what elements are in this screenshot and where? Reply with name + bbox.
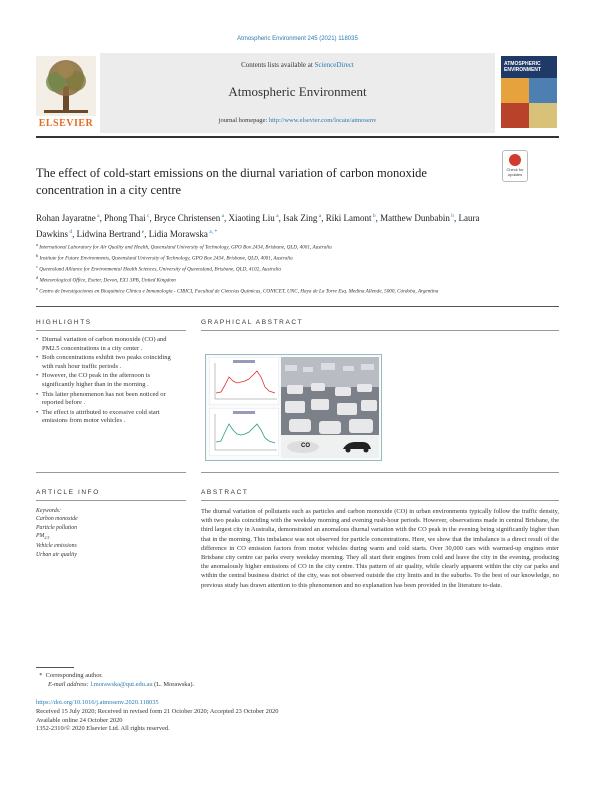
author-affiliation-marker[interactable]: a <box>95 213 100 219</box>
section-rule <box>36 306 559 307</box>
highlight-item: • Both concentrations exhibit two peaks coinciding with rush hour traffic periods . <box>36 354 176 371</box>
author-affiliation-marker[interactable]: c <box>145 213 150 219</box>
abstract-heading: ABSTRACT <box>201 489 249 496</box>
journal-homepage <box>100 117 495 124</box>
highlights-bottom-rule <box>36 472 186 473</box>
affiliation-marker: c <box>36 264 38 270</box>
publication-line: Available online 24 October 2020 <box>36 716 123 724</box>
publication-line: Received 15 July 2020; Received in revised form 21 October 2020; Accepted 23 October 2020 <box>36 708 279 715</box>
author-name[interactable]: Riki Lamont <box>325 213 372 223</box>
contents-prefix: Contents lists available at <box>241 61 315 69</box>
graphical-abstract-bottom-rule <box>201 472 559 473</box>
affiliation-text: Queensland Alliance for Environmental Health Sciences, University of Queensland, Brisbane, QLD, 4102, Australia <box>37 266 282 273</box>
article-info-rule <box>36 500 186 501</box>
author-affiliation-marker[interactable]: a <box>274 213 279 219</box>
author-name[interactable]: Rohan Jayaratne <box>36 213 96 223</box>
author-affiliation-marker[interactable]: e <box>140 229 145 235</box>
highlight-item: • Diurnal variation of carbon monoxide (CO) and PM2.5 concentrations in a city center . <box>36 336 176 353</box>
affiliation-item <box>36 274 536 285</box>
highlight-item: • However, the CO peak in the afternoon is significantly higher than in the morning . <box>36 372 176 389</box>
affiliation-list <box>36 241 536 296</box>
crossmark-icon <box>509 154 521 166</box>
author-email-link[interactable]: l.morawska@qut.edu.au <box>90 681 153 689</box>
author-name[interactable]: Phong Thai <box>104 213 146 223</box>
author-affiliation-marker[interactable]: b <box>449 213 454 219</box>
highlights-rule <box>36 330 186 331</box>
crossmark-label: Check for updates <box>506 167 524 177</box>
author-affiliation-marker[interactable]: a <box>220 213 225 219</box>
author-name[interactable]: Bryce Christensen <box>153 213 221 223</box>
email-label: E-mail address: <box>48 681 89 689</box>
affiliation-item <box>36 241 536 252</box>
affiliation-item <box>36 285 536 296</box>
highlight-item: • This latter phenomenon has not been noticed or reported before . <box>36 391 176 408</box>
journal-name: Atmospheric Environment <box>228 84 367 99</box>
affiliation-text: Meteorological Office, Exeter, Devon, EX1 3PB, United Kingdom <box>38 277 176 284</box>
abstract-rule <box>201 500 559 501</box>
article-title: The effect of cold-start emissions on the diurnal variation of carbon monoxide concentration in a city centre <box>36 166 427 197</box>
doi-link[interactable]: https://doi.org/10.1016/j.atmosenv.2020.118035 <box>36 699 159 706</box>
author-affiliation-marker[interactable]: b <box>371 213 376 219</box>
author-affiliation-marker[interactable]: a <box>317 213 322 219</box>
article-info-heading: ARTICLE INFO <box>36 489 100 496</box>
affiliation-text: Centro de Investigaciones en Bioquímica Clínica e Inmunología - CIBICI, Facultad de Ciencias Químicas, CONICET, UNC, Haya de La Torre Esq. Medina Allende, 5000, Córdoba, Argentina <box>37 288 439 295</box>
highlights-list <box>36 336 176 427</box>
affiliation-item <box>36 252 536 263</box>
author-list: Rohan Jayaratne $^a$, Phong Thai $^c$, Bryce Christensen $^a$, Xiaoting Liu $^a$, Isak Zing $^a$, Riki Lamont $^b$, Matthew Dunbabin $^b$, Laura Dawkins $^d$, Lidwina Bertrand $^e$, Lidia Morawska $^{a, *}$ <box>36 213 480 239</box>
elsevier-tree-logo <box>36 56 96 124</box>
sciencedirect-link[interactable]: ScienceDirect <box>314 61 354 69</box>
author-affiliation-marker[interactable]: a, * <box>207 229 218 235</box>
keywords-heading: Keywords: <box>36 508 61 514</box>
affiliation-item <box>36 263 536 274</box>
footnote-star: * <box>39 672 43 679</box>
affiliation-text: International Laboratory for Air Quality and Health, Queensland University of Technology, GPO Box 2434, Brisbane, QLD, 4001, Australia <box>37 244 332 251</box>
keyword-item: $PM_{2.5}$ <box>36 532 50 541</box>
homepage-link[interactable]: http://www.elsevier.com/locate/atmosenv <box>268 117 377 124</box>
author-name[interactable]: Isak Zing <box>283 213 318 223</box>
author-name[interactable]: Matthew Dunbabin <box>380 213 450 223</box>
ga-co-label: CO <box>301 443 310 449</box>
corresponding-author-footnote <box>36 671 336 689</box>
journal-citation[interactable]: Atmospheric Environment 245 (2021) 118035 <box>237 36 358 42</box>
publication-history <box>36 708 436 734</box>
abstract-text: The diurnal variation of pollutants such as particles and carbon monoxide (CO) in urban environments typically follow the traffic density, with two peaks coinciding with the weekday morning and evening rush-hour periods. However, observations made in central Brisbane, the third largest city in Australia, demonstrated an anomalous diurnal variation with the CO peak in the evening being significantly higher than that in the morning. This imbalance was not observed for particle concentrations. Here, we show that the imbalance is a direct result of the difference in CO emission factors from motor vehicles during warm and cold starts. Over 30,000 cars with warmed-up engines enter Brisbane city centre car parks every weekday morning. They all start their engines from cold and leave the city in the evening, producing the anomalously higher emissions of CO in the city centre. This pattern of air quality, while clearly apparent within the city car parks and within the central business district of the city, was not observed outside the city limits and in the suburbs. To the best of our knowledge, no previous study has drawn attention to this phenomenon and no explanation has been provided in the literature to-date. <box>201 508 559 589</box>
affiliation-text: Institute for Future Environments, Queensland University of Technology, GPO Box 2434, Brisbane, QLD, 4001, Australia <box>38 255 293 262</box>
author-name[interactable]: Xiaoting Liu <box>228 213 275 223</box>
cover-title: ATMOSPHERIC ENVIRONMENT <box>504 61 541 73</box>
graphical-abstract-rule <box>201 330 559 331</box>
publication-line: 1352-2310/© 2020 Elsevier Ltd. All rights reserved. <box>36 725 170 733</box>
highlights-heading: HIGHLIGHTS <box>36 319 92 326</box>
publisher-name[interactable]: ELSEVIER <box>38 118 94 129</box>
header-rule <box>36 136 559 138</box>
keyword-item: Urban air quality <box>36 551 77 558</box>
ga-bottom-mini-chart <box>209 408 279 456</box>
affiliation-marker: e <box>36 286 38 292</box>
email-suffix: (L. Morawska). <box>154 681 195 689</box>
journal-cover-thumbnail[interactable] <box>501 56 557 128</box>
keywords-block <box>36 507 186 559</box>
keyword-item: Carbon monoxide <box>36 516 78 523</box>
check-for-updates-badge[interactable] <box>502 150 528 182</box>
corresponding-label: Corresponding author. <box>45 672 103 679</box>
footnote-rule <box>36 667 74 668</box>
ga-top-mini-chart <box>209 357 279 405</box>
contents-line <box>100 61 495 69</box>
affiliation-marker: b <box>36 253 39 259</box>
homepage-prefix: journal homepage: <box>218 117 269 124</box>
affiliation-marker: d <box>36 275 39 281</box>
graphical-abstract-figure[interactable] <box>205 354 382 461</box>
author-affiliation-marker[interactable]: d <box>68 229 73 235</box>
author-name[interactable]: Lidia Morawska <box>148 229 208 239</box>
keyword-item: Vehicle emissions <box>36 543 77 550</box>
affiliation-marker: a <box>36 242 38 247</box>
graphical-abstract-heading: GRAPHICAL ABSTRACT <box>201 319 304 326</box>
author-name[interactable]: Laura Dawkins <box>36 213 480 239</box>
author-name[interactable]: Lidwina Bertrand <box>76 229 141 239</box>
highlight-item: • The effect is attributed to excessive cold start emissions from motor vehicles . <box>36 409 176 426</box>
keyword-item: Particle pollution <box>36 524 78 531</box>
traffic-photo <box>281 357 379 458</box>
